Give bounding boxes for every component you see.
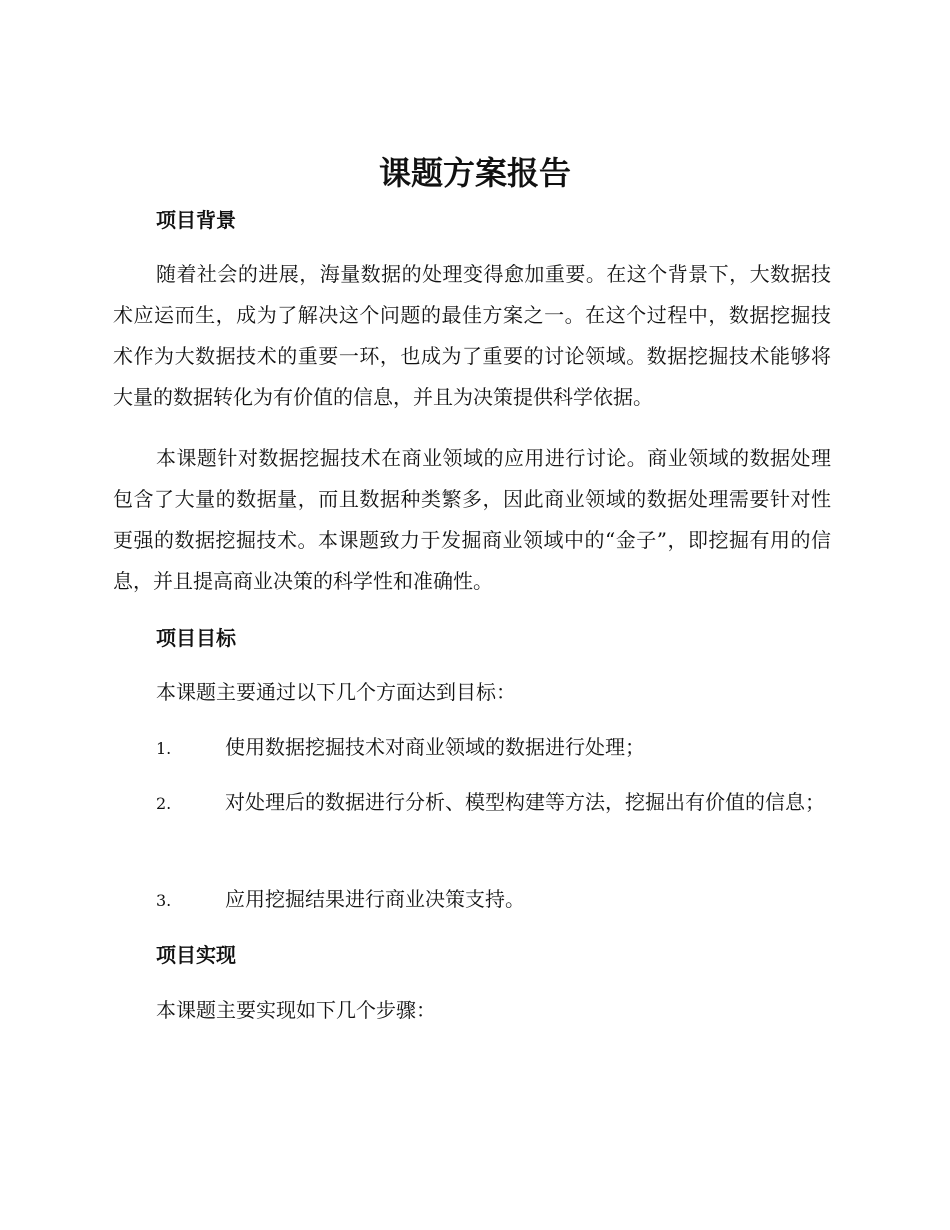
list-number: 1.: [156, 739, 172, 758]
list-item-text: 对处理后的数据进行分析、模型构建等方法，挖掘出有价值的信息；: [225, 790, 825, 814]
section-heading-implementation: 项目实现: [156, 943, 236, 967]
background-paragraph-2: 本课题针对数据挖掘技术在商业领域的应用进行讨论。商业领域的数据处理包含了大量的数据量，而且数据种类繁多，因此商业领域的数据处理需要针对性更强的数据挖掘技术。本课题致力于发掘商业领域中的“金子”，即挖掘有用的信息，并且提高商业决策的科学性和准确性。: [113, 446, 831, 593]
document-title: 课题方案报告: [378, 154, 571, 192]
section-heading-background: 项目背景: [156, 208, 236, 232]
goals-intro: 本课题主要通过以下几个方面达到目标：: [156, 680, 516, 704]
list-number: 3.: [156, 891, 172, 910]
implementation-intro: 本课题主要实现如下几个步骤：: [156, 998, 436, 1022]
goal-list-item-2: [113, 782, 831, 824]
goal-list-item-3: [113, 879, 831, 921]
list-number: 2.: [156, 794, 172, 813]
list-item-text: 使用数据挖掘技术对商业领域的数据进行处理；: [225, 735, 645, 759]
list-item-text: 应用挖掘结果进行商业决策支持。: [225, 887, 525, 911]
background-paragraph-1: 随着社会的进展，海量数据的处理变得愈加重要。在这个背景下，大数据技术应运而生，成为了解决这个问题的最佳方案之一。在这个过程中，数据挖掘技术作为大数据技术的重要一环，也成为了重要的讨论领域。数据挖掘技术能够将大量的数据转化为有价值的信息，并且为决策提供科学依据。: [113, 262, 831, 409]
section-heading-goals: 项目目标: [156, 626, 236, 650]
goal-list-item-1: [113, 727, 831, 769]
